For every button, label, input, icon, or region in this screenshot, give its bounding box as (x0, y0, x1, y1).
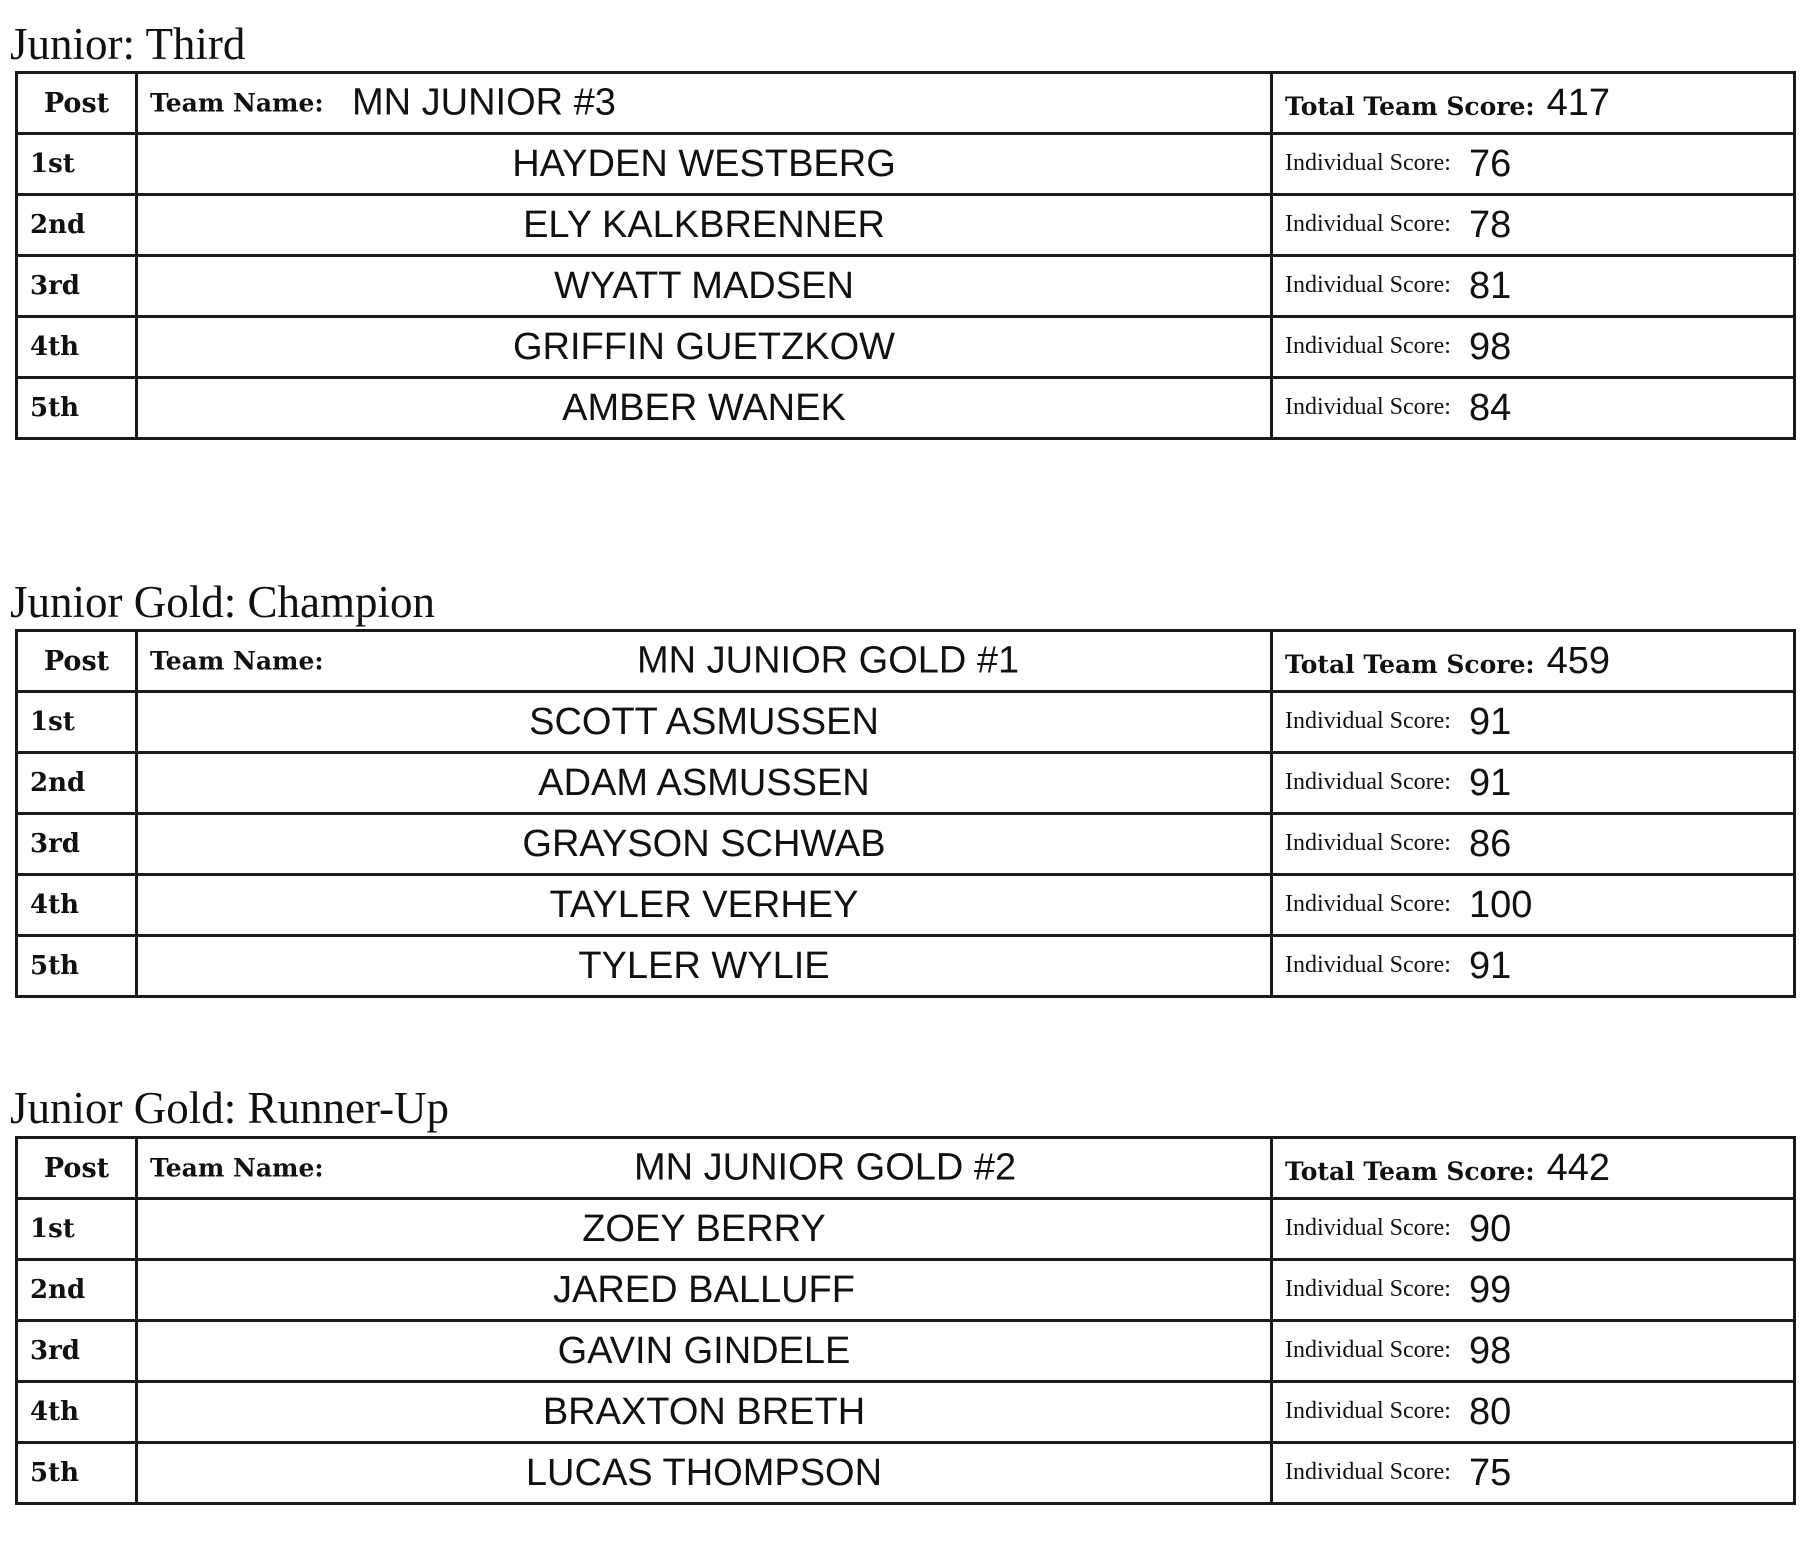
player-name: WYATT MADSEN (137, 256, 1272, 317)
table-row (17, 936, 1795, 997)
individual-score-cell (1272, 936, 1795, 997)
post-header: Post (17, 1138, 137, 1199)
individual-score-label: Individual Score: (1285, 271, 1451, 298)
player-name: ZOEY BERRY (137, 1199, 1272, 1260)
player-name: ADAM ASMUSSEN (137, 753, 1272, 814)
team-name-label: Team Name: (150, 646, 324, 676)
total-team-score-label: Total Team Score: (1285, 649, 1535, 679)
place-cell: 5th (17, 378, 137, 439)
individual-score-cell (1272, 692, 1795, 753)
individual-score-value: 91 (1468, 944, 1512, 987)
total-team-score-label: Total Team Score: (1285, 1156, 1535, 1186)
individual-score-label: Individual Score: (1285, 1275, 1451, 1302)
table-row (17, 875, 1795, 936)
total-team-score-value: 417 (1546, 81, 1611, 124)
individual-score-cell (1272, 753, 1795, 814)
individual-score-value: 98 (1468, 325, 1512, 368)
table-header-row (17, 631, 1795, 692)
individual-score-cell (1272, 814, 1795, 875)
team-name-cell (137, 631, 1272, 692)
section-caption: Junior Gold: Runner-Up (10, 1083, 450, 1133)
team-name-label: Team Name: (150, 88, 324, 118)
individual-score-cell (1272, 134, 1795, 195)
individual-score-cell (1272, 1199, 1795, 1260)
place-cell: 1st (17, 1199, 137, 1260)
player-name: BRAXTON BRETH (137, 1382, 1272, 1443)
table-row (17, 1443, 1795, 1504)
total-team-score-value: 442 (1546, 1146, 1611, 1189)
place-cell: 4th (17, 875, 137, 936)
team-name-label: Team Name: (150, 1153, 324, 1183)
table-row (17, 1321, 1795, 1382)
place-cell: 4th (17, 317, 137, 378)
team-name-cell (137, 73, 1272, 134)
individual-score-value: 91 (1468, 700, 1512, 743)
place-cell: 3rd (17, 256, 137, 317)
section-caption: Junior Gold: Champion (10, 577, 435, 627)
individual-score-value: 86 (1468, 822, 1512, 865)
table-row (17, 317, 1795, 378)
table-header-row (17, 1138, 1795, 1199)
total-team-score-value: 459 (1546, 639, 1611, 682)
individual-score-value: 90 (1468, 1207, 1512, 1250)
individual-score-cell (1272, 1382, 1795, 1443)
individual-score-value: 76 (1468, 142, 1512, 185)
player-name: HAYDEN WESTBERG (137, 134, 1272, 195)
place-cell: 2nd (17, 195, 137, 256)
individual-score-label: Individual Score: (1285, 332, 1451, 359)
place-cell: 2nd (17, 1260, 137, 1321)
place-cell: 2nd (17, 753, 137, 814)
table-row (17, 378, 1795, 439)
individual-score-value: 100 (1468, 883, 1533, 926)
table-row (17, 1382, 1795, 1443)
individual-score-cell (1272, 195, 1795, 256)
total-team-score-label: Total Team Score: (1285, 91, 1535, 121)
individual-score-value: 80 (1468, 1390, 1512, 1433)
individual-score-label: Individual Score: (1285, 1214, 1451, 1241)
individual-score-label: Individual Score: (1285, 829, 1451, 856)
individual-score-value: 98 (1468, 1329, 1512, 1372)
individual-score-label: Individual Score: (1285, 707, 1451, 734)
team-name-value: MN JUNIOR GOLD #1 (637, 639, 1020, 682)
player-name: GRAYSON SCHWAB (137, 814, 1272, 875)
individual-score-cell (1272, 875, 1795, 936)
individual-score-value: 84 (1468, 386, 1512, 429)
total-team-score-cell (1272, 631, 1795, 692)
team-table (15, 1136, 1796, 1505)
table-row (17, 256, 1795, 317)
player-name: TYLER WYLIE (137, 936, 1272, 997)
table-row (17, 753, 1795, 814)
post-header: Post (17, 631, 137, 692)
player-name: JARED BALLUFF (137, 1260, 1272, 1321)
individual-score-value: 75 (1468, 1451, 1512, 1494)
player-name: SCOTT ASMUSSEN (137, 692, 1272, 753)
place-cell: 3rd (17, 1321, 137, 1382)
table-row (17, 692, 1795, 753)
individual-score-value: 99 (1468, 1268, 1512, 1311)
individual-score-value: 81 (1468, 264, 1512, 307)
post-header: Post (17, 73, 137, 134)
place-cell: 5th (17, 1443, 137, 1504)
individual-score-value: 78 (1468, 203, 1512, 246)
team-table (15, 629, 1796, 998)
individual-score-label: Individual Score: (1285, 768, 1451, 795)
individual-score-label: Individual Score: (1285, 1336, 1451, 1363)
table-header-row (17, 73, 1795, 134)
individual-score-cell (1272, 1321, 1795, 1382)
table-row (17, 1199, 1795, 1260)
place-cell: 1st (17, 134, 137, 195)
team-name-cell (137, 1138, 1272, 1199)
player-name: GAVIN GINDELE (137, 1321, 1272, 1382)
individual-score-label: Individual Score: (1285, 393, 1451, 420)
table-row (17, 134, 1795, 195)
player-name: TAYLER VERHEY (137, 875, 1272, 936)
section-caption: Junior: Third (10, 19, 246, 69)
individual-score-value: 91 (1468, 761, 1512, 804)
place-cell: 1st (17, 692, 137, 753)
individual-score-label: Individual Score: (1285, 1397, 1451, 1424)
player-name: GRIFFIN GUETZKOW (137, 317, 1272, 378)
individual-score-label: Individual Score: (1285, 890, 1451, 917)
team-name-value: MN JUNIOR GOLD #2 (634, 1146, 1017, 1189)
individual-score-cell (1272, 378, 1795, 439)
individual-score-cell (1272, 317, 1795, 378)
player-name: ELY KALKBRENNER (137, 195, 1272, 256)
individual-score-label: Individual Score: (1285, 149, 1451, 176)
individual-score-cell (1272, 1260, 1795, 1321)
table-row (17, 195, 1795, 256)
place-cell: 4th (17, 1382, 137, 1443)
place-cell: 5th (17, 936, 137, 997)
player-name: LUCAS THOMPSON (137, 1443, 1272, 1504)
individual-score-label: Individual Score: (1285, 210, 1451, 237)
total-team-score-cell (1272, 1138, 1795, 1199)
table-row (17, 1260, 1795, 1321)
total-team-score-cell (1272, 73, 1795, 134)
individual-score-cell (1272, 1443, 1795, 1504)
team-table (15, 71, 1796, 440)
individual-score-label: Individual Score: (1285, 951, 1451, 978)
table-row (17, 814, 1795, 875)
individual-score-label: Individual Score: (1285, 1458, 1451, 1485)
individual-score-cell (1272, 256, 1795, 317)
player-name: AMBER WANEK (137, 378, 1272, 439)
place-cell: 3rd (17, 814, 137, 875)
team-name-value: MN JUNIOR #3 (352, 81, 616, 124)
